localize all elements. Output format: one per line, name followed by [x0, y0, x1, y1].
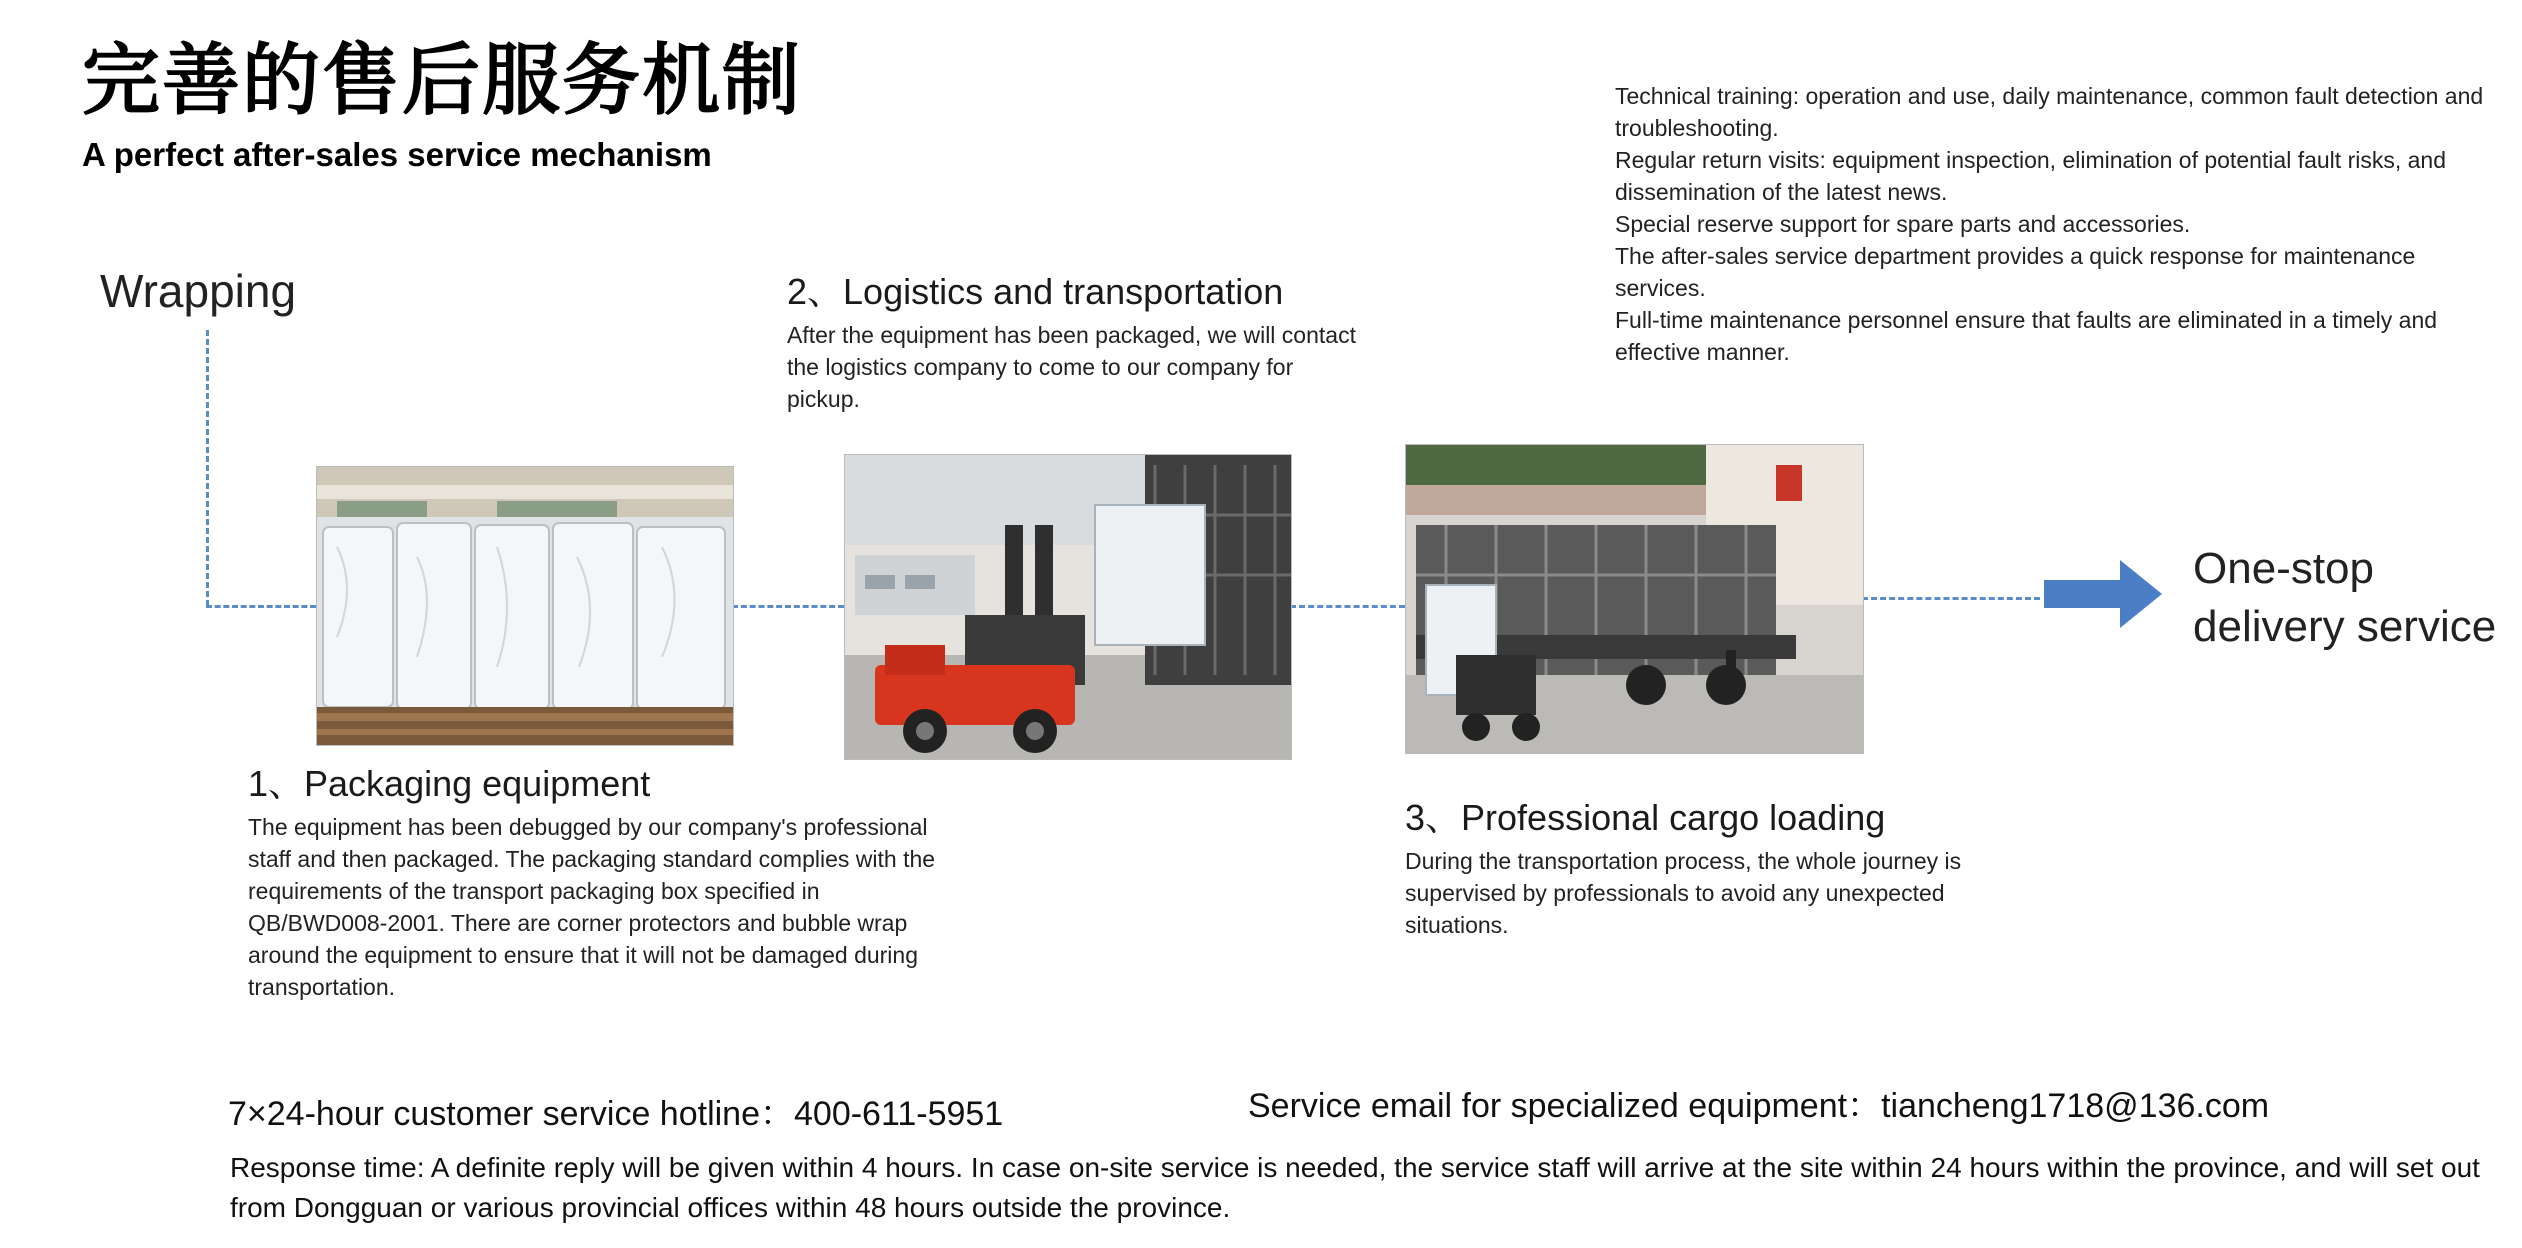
- logistics-photo: [844, 454, 1292, 760]
- step-packaging: [248, 756, 948, 1003]
- flow-end-label-line2: delivery service: [2193, 602, 2497, 651]
- service-item-visits: Regular return visits: equipment inspection, elimination of potential fault risks, and dissemination of the latest news.: [1615, 147, 2446, 205]
- response-time-text: Response time: A definite reply will be given within 4 hours. In case on-site service is needed, the service staff will arrive at the site within 24 hours within the province, and will set out from Dongguan or various provincial offices within 48 hours outside the province.: [230, 1152, 2480, 1223]
- connector-to-logistics: [732, 605, 844, 608]
- step-loading: [1405, 790, 2045, 941]
- service-email-text: Service email for specialized equipment：tiancheng1718@136.com: [1248, 1087, 2270, 1125]
- service-info-block: [1615, 80, 2495, 368]
- connector-to-packaging: [206, 605, 316, 608]
- service-item-training: Technical training: operation and use, daily maintenance, common fault detection and troubleshooting.: [1615, 83, 2484, 141]
- step-logistics-desc: After the equipment has been packaged, we will contact the logistics company to come to our company for pickup.: [787, 322, 1356, 412]
- truck-loading-illustration: [1406, 445, 1863, 753]
- service-item-maintenance: Full-time maintenance personnel ensure that faults are eliminated in a timely and effective manner.: [1615, 307, 2438, 365]
- flow-start-label: Wrapping: [100, 265, 297, 317]
- step-logistics: [787, 264, 1372, 415]
- step-logistics-title: 2、Logistics and transportation: [787, 271, 1284, 312]
- arrow-right-icon: [2044, 558, 2164, 635]
- connector-to-delivery: [1862, 597, 2040, 600]
- packaging-photo: [316, 466, 734, 746]
- loading-photo: [1405, 444, 1864, 754]
- connector-to-loading: [1290, 605, 1405, 608]
- connector-vertical: [206, 330, 209, 606]
- page-subtitle: A perfect after-sales service mechanism: [82, 136, 712, 173]
- step-packaging-desc: The equipment has been debugged by our company's professional staff and then packaged. The packaging standard complies with the requirements of the transport packaging box specified in QB/BWD008-2001. There are corner protectors and bubble wrap around the equipment to ensure that it will not be damaged during transportation.: [248, 814, 936, 1000]
- service-item-quick-response: The after-sales service department provides a quick response for maintenance services.: [1615, 243, 2416, 301]
- packaging-illustration: [317, 467, 733, 745]
- step-packaging-title: 1、Packaging equipment: [248, 763, 651, 804]
- flow-end-label-line1: One-stop: [2193, 544, 2374, 593]
- step-loading-title: 3、Professional cargo loading: [1405, 797, 1886, 838]
- hotline-text: 7×24-hour customer service hotline：400-611-5951: [228, 1095, 1004, 1133]
- flow-end-label: [2193, 540, 2496, 656]
- service-item-spare-parts: Special reserve support for spare parts and accessories.: [1615, 211, 2191, 237]
- page-title: 完善的售后服务机制: [82, 36, 803, 126]
- step-loading-desc: During the transportation process, the whole journey is supervised by professionals to avoid any unexpected situations.: [1405, 848, 1962, 938]
- forklift-illustration: [845, 455, 1291, 759]
